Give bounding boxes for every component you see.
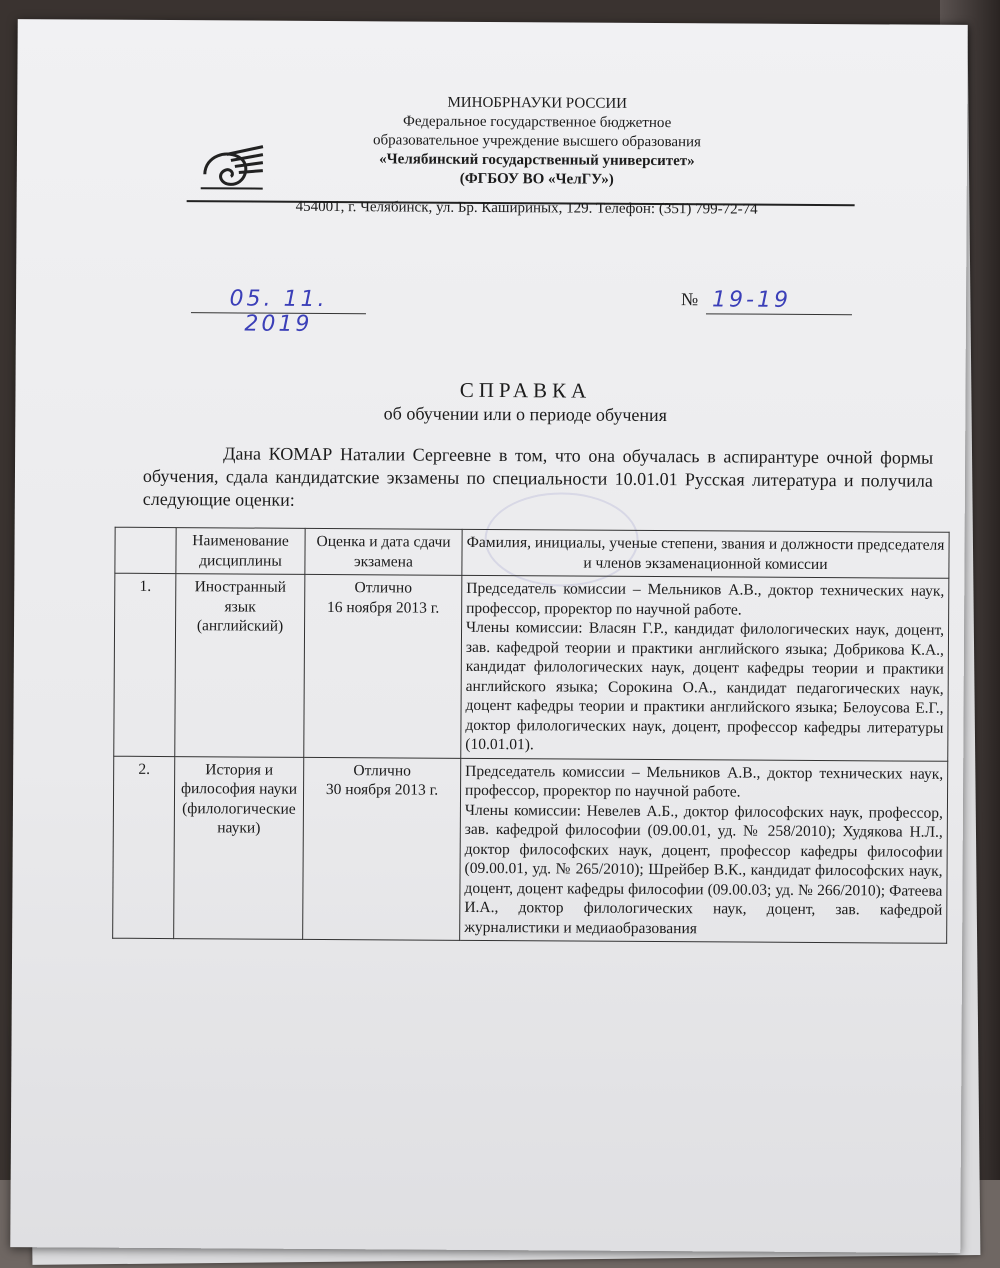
table-row: [113, 756, 948, 944]
number-label: №: [681, 289, 699, 310]
commission-chair: Председатель комиссии – Мельников А.В., доктор технических наук, профессор, проректор по научной работе.: [466, 579, 945, 619]
grades-table: [112, 527, 950, 944]
header-grade: Оценка и дата сдачи экзамена: [305, 528, 462, 575]
row-discipline: История и философия науки (филологические науки): [174, 756, 304, 939]
grade-value: Отлично: [353, 761, 411, 780]
exam-date: 16 ноября 2013 г.: [326, 598, 440, 617]
row-commission: [461, 575, 949, 760]
date-field: [191, 286, 366, 337]
address-line: 454001, г. Челябинск, ул. Бр. Кашириных, 129. Телефон: (351) 799-72-74: [295, 198, 758, 218]
university-logo-icon: [197, 140, 267, 200]
ministry-name: МИНОБРНАУКИ РОССИИ: [447, 94, 628, 112]
university-abbr: (ФГБОУ ВО «ЧелГУ»): [459, 170, 614, 188]
row-num: 2.: [113, 756, 175, 939]
table-row: [114, 573, 949, 761]
document-title: СПРАВКА: [459, 377, 592, 403]
header-commission: Фамилия, инициалы, ученые степени, звания и должности председателя и членов экзаменационной комиссии: [462, 529, 949, 578]
letterhead: [187, 92, 888, 191]
row-discipline: Иностранный язык (английский): [175, 574, 305, 757]
header-num: [115, 527, 176, 573]
institution-type-line: Федеральное государственное бюджетное: [402, 113, 672, 132]
row-grade: [303, 757, 461, 940]
document-page: [10, 19, 967, 1253]
row-commission: [460, 758, 948, 943]
document-subtitle: об обучении или о периоде обучения: [383, 403, 668, 426]
commission-chair: Председатель комиссии – Мельников А.В., доктор технических наук, профессор, проректор по научной работе.: [465, 762, 944, 801]
handwritten-date: 05. 11. 2019: [229, 286, 328, 337]
intro-text: Дана КОМАР Наталии Сергеевне в том, что она обучалась в аспирантуре очной формы обучения, сдала кандидатские экзамены по специальности 10.01.01 Русская литература и получила следующие оценки:: [142, 443, 934, 510]
row-num: 1.: [114, 573, 176, 756]
grade-value: Отлично: [354, 579, 413, 597]
institution-type-line-2: образовательное учреждение высшего образования: [373, 132, 702, 151]
commission-members: Члены комиссии: Власян Г.Р., кандидат филологических наук, доцент, зав. кафедрой теории и практики английского языка; Добрикова К.А., кандидат филологических наук, доцент кафедры теории и практики английского языка; Сорокина О.А., кандидат педагогических наук, доцент кафедры теории и практики английского языка; Белоусова Е.Г., доктор филологических наук, доцент, профессор кафедры литературы (10.01.01).: [465, 618, 945, 754]
header-discipline: Наименование дисциплины: [176, 528, 305, 575]
number-field: [706, 287, 852, 315]
table-header-row: [115, 527, 949, 578]
row-grade: [304, 574, 462, 757]
handwritten-number: 19-19: [711, 287, 792, 313]
exam-date: 30 ноября 2013 г.: [325, 781, 439, 799]
university-name: «Челябинский государственный университет»: [379, 151, 695, 170]
commission-members: Члены комиссии: Невелев А.Б., доктор философских наук, профессор, зав. кафедрой философии (09.00.01, уд. № 258/2010); Худякова Н.Л., доктор философских наук, доцент, профессор кафедры философии (09.00.01, уд. № 265/2010); Шрейбер В.К., кандидат философских наук, доцент, доцент кафедры философии (09.00.03; уд. № 266/2010); Фатеева И.А., доктор филологических наук, доцент, зав. кафедрой журналистики и медиаобразования: [464, 801, 943, 937]
